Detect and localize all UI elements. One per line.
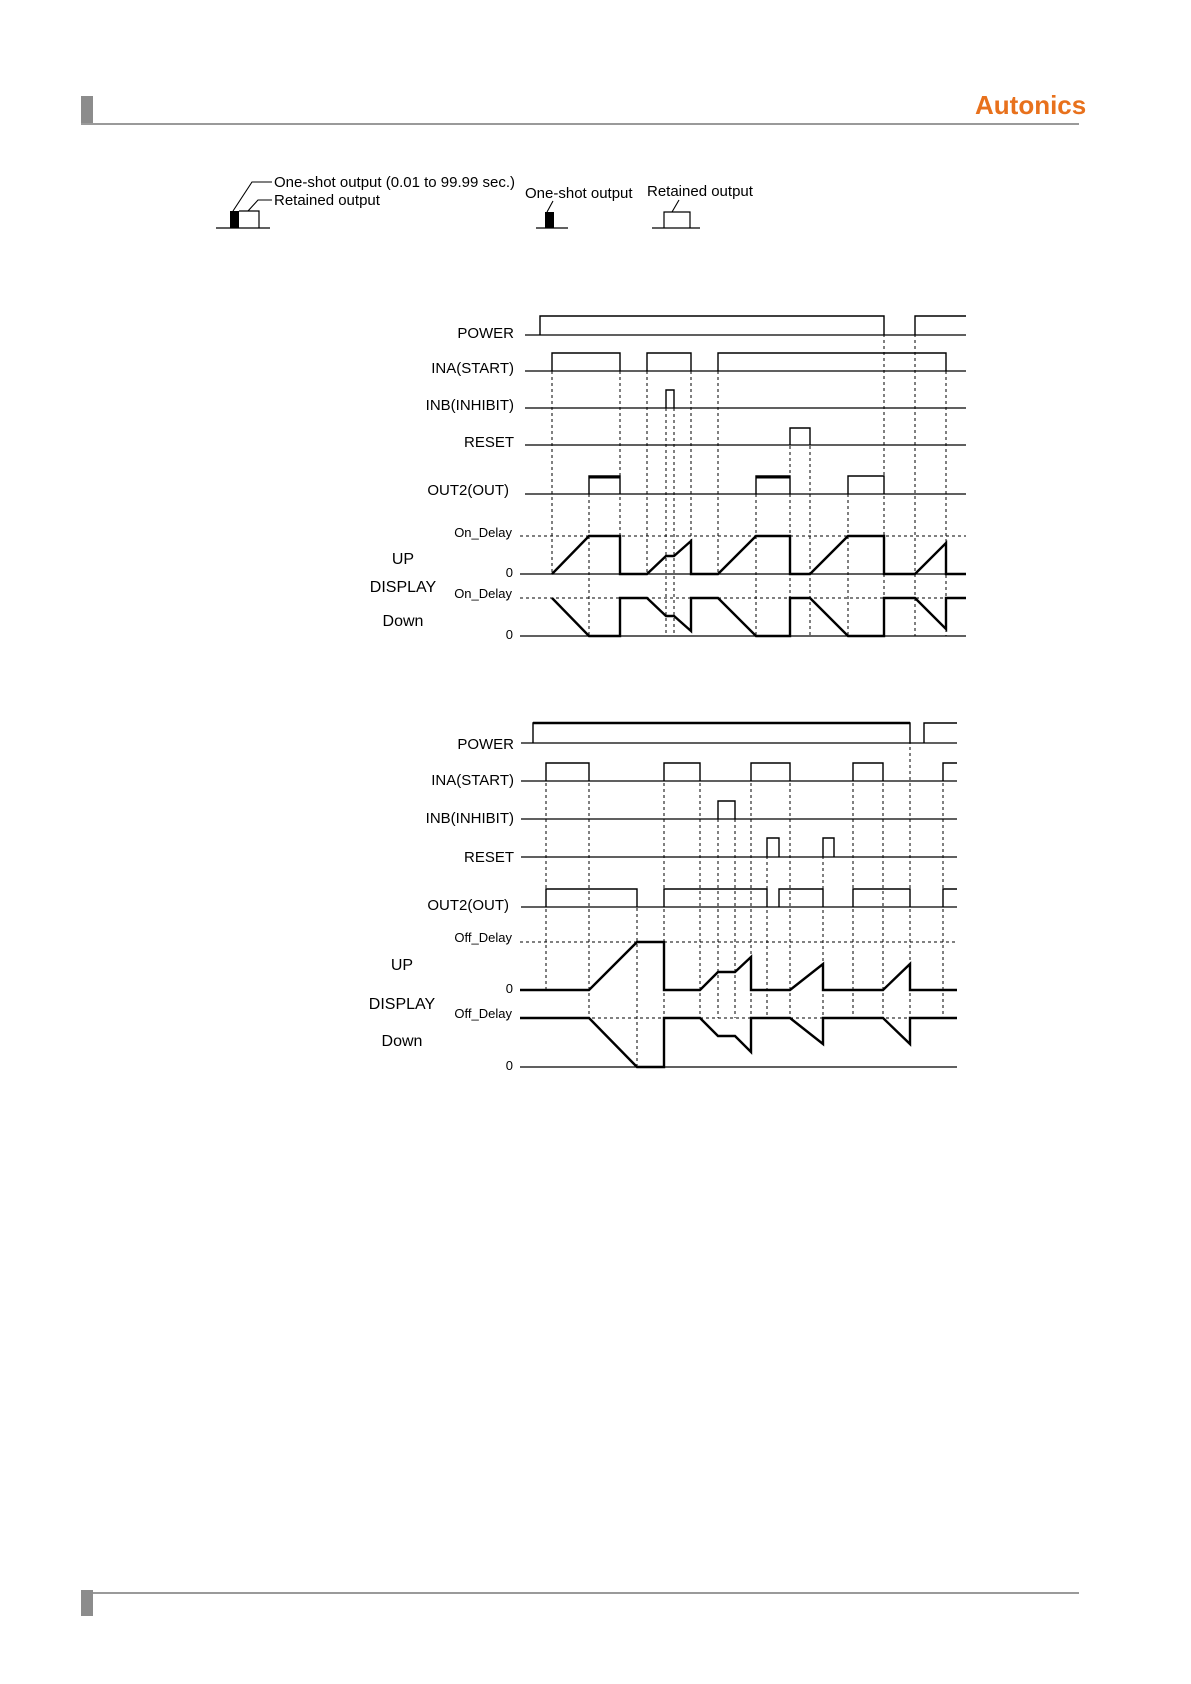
out2-label: OUT2(OUT) xyxy=(427,482,509,499)
ina-start-label-2: INA(START) xyxy=(431,772,514,789)
power-label-2: POWER xyxy=(457,736,514,753)
off-delay-down-label: Off_Delay xyxy=(454,1006,512,1021)
footer-rule xyxy=(81,1592,1079,1594)
zero-down-label: 0 xyxy=(505,627,513,642)
on-delay-up-label: On_Delay xyxy=(454,525,512,540)
reset-label: RESET xyxy=(463,434,514,451)
display-label: DISPLAY xyxy=(369,579,437,596)
on-delay-baselines xyxy=(520,335,966,636)
up-label: UP xyxy=(391,551,415,568)
down-label: Down xyxy=(382,613,424,630)
off-delay-signals xyxy=(533,723,957,907)
on-delay-display-traces xyxy=(552,536,966,636)
down-label-2: Down xyxy=(381,1033,423,1050)
zero-down-label-2: 0 xyxy=(505,1058,513,1073)
legend-retained-only-label: Retained output xyxy=(647,183,753,200)
inb-inhibit-label: INB(INHIBIT) xyxy=(425,397,514,414)
reset-label-2: RESET xyxy=(463,849,514,866)
off-delay-up-label: Off_Delay xyxy=(454,930,512,945)
out2-label-2: OUT2(OUT) xyxy=(427,897,509,914)
output-legend xyxy=(216,174,754,228)
on-delay-down-label: On_Delay xyxy=(454,586,512,601)
on-delay-timing-diagram xyxy=(370,316,966,642)
on-delay-signals xyxy=(540,316,966,494)
display-label-2: DISPLAY xyxy=(368,996,436,1013)
off-delay-display-traces xyxy=(520,942,957,1067)
off-delay-guides xyxy=(520,723,957,1067)
on-delay-guides xyxy=(520,316,966,636)
off-delay-timing-diagram xyxy=(369,723,957,1073)
brand-logo: Autonics xyxy=(975,90,1087,120)
legend-oneshot-range-label: One-shot output (0.01 to 99.99 sec.) xyxy=(274,174,515,191)
zero-up-label-2: 0 xyxy=(505,981,513,996)
footer-bar-marker xyxy=(81,1590,93,1616)
legend-oneshot-label: One-shot output xyxy=(525,185,633,202)
up-label-2: UP xyxy=(390,957,414,974)
ina-start-label: INA(START) xyxy=(431,360,514,377)
power-label: POWER xyxy=(457,325,514,342)
legend-retained-label: Retained output xyxy=(274,192,380,209)
zero-up-label: 0 xyxy=(505,565,513,580)
inb-inhibit-label-2: INB(INHIBIT) xyxy=(425,810,514,827)
